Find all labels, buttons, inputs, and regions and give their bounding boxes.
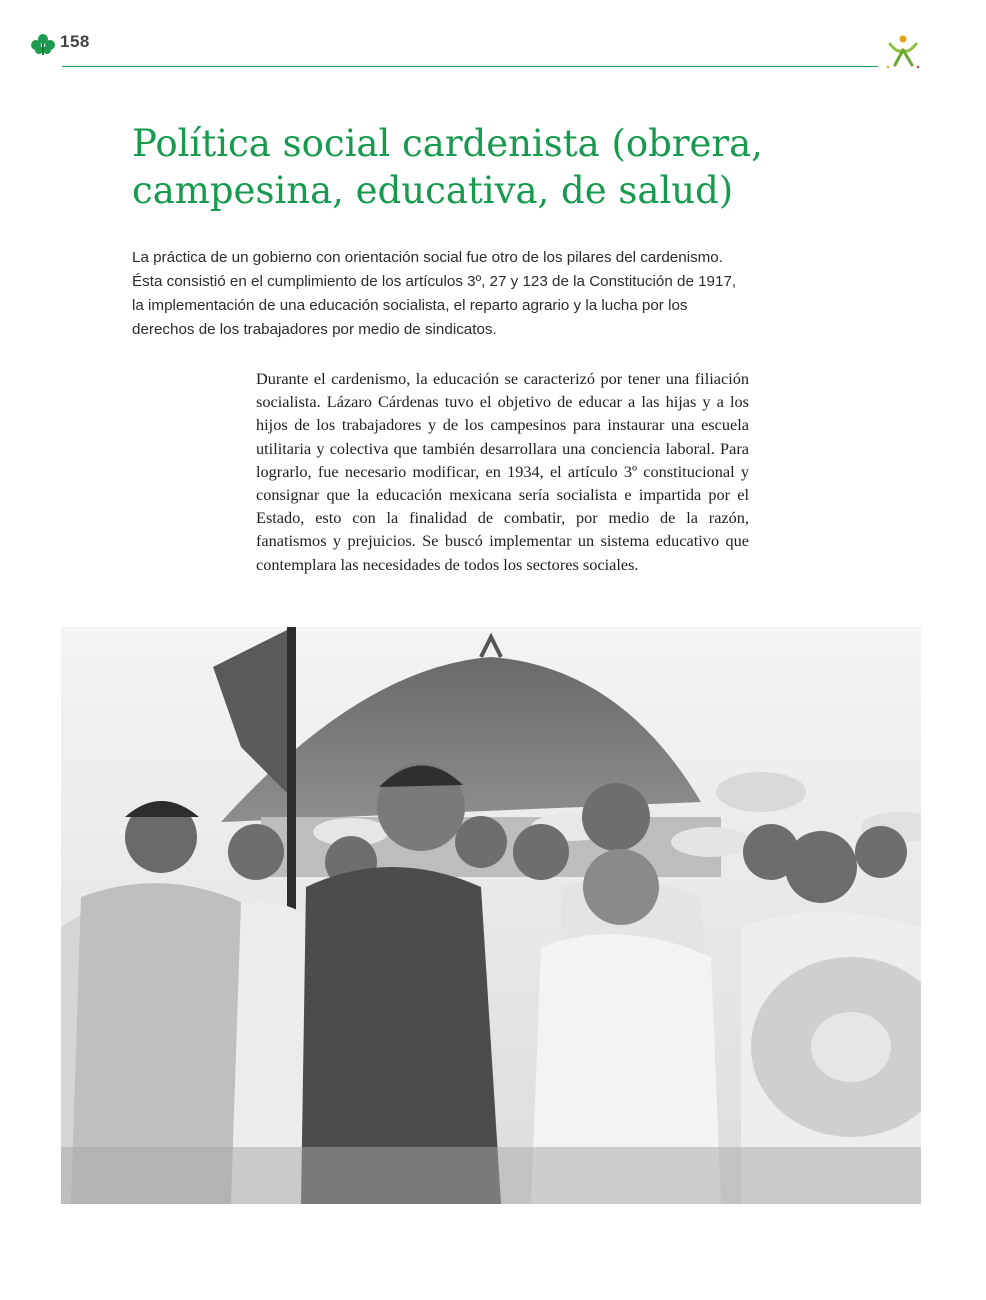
page-number: 158 — [60, 32, 90, 51]
stick-figure-logo-icon — [884, 34, 922, 70]
header-divider — [62, 66, 878, 67]
page-header — [0, 0, 986, 80]
historical-photograph — [61, 627, 921, 1204]
photograph-illustration — [61, 627, 921, 1204]
body-paragraph: Durante el cardenismo, la educación se caracterizó por tener una filiación socialista. Lázaro Cárdenas tuvo el objetivo de educar a las hijas y a los hijos de los trabajadores y de los campesinos para instaurar una escuela utilitaria y colectiva que también desarrollara una conciencia laboral. Para lograrlo, fue necesario modificar, en 1934, el artículo 3º constitucional y consignar que la educación mexicana sería socialista e impartida por el Estado, esto con la finalidad de combatir, por medio de la razón, fanatismos y prejuicios. Se buscó implementar un sistema educativo que contemplara las necesidades de todos los sectores sociales. — [256, 369, 749, 574]
page-title: Política social cardenista (obrera, campesina, educativa, de salud) — [132, 122, 763, 212]
green-leaf-cluster-icon — [30, 33, 56, 55]
intro-paragraph: La práctica de un gobierno con orientación social fue otro de los pilares del cardenismo. Ésta consistió en el cumplimiento de los artículos 3º, 27 y 123 de la Constitución de 1917, la implementación de una educación socialista, el reparto agrario y la lucha por los derechos de los trabajadores por medio de sindicatos. — [132, 249, 737, 338]
